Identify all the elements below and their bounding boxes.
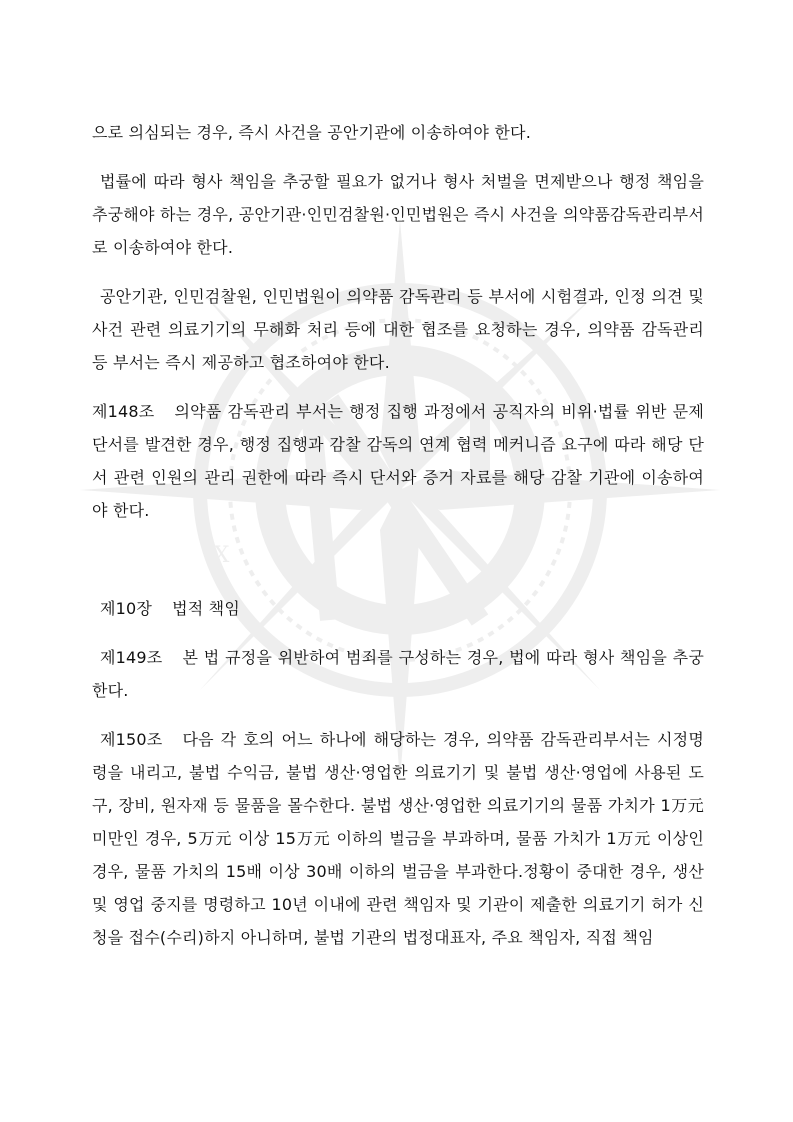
article-number: 제149조 [100, 648, 163, 667]
article-number: 제150조 [100, 730, 163, 749]
paragraph: 으로 의심되는 경우, 즉시 사건을 공안기관에 이송하여야 한다. [92, 123, 531, 142]
chapter-number: 제10장 [100, 599, 153, 618]
article-149 [92, 641, 704, 707]
svg-text:S: S [392, 663, 408, 688]
spacer [92, 543, 704, 592]
document-body [92, 116, 704, 970]
article-number: 제148조 [92, 402, 155, 421]
svg-text:IX: IX [205, 543, 230, 568]
paragraph: 공안기관, 인민검찰원, 인민법원이 의약품 감독관리 등 부서에 시험결과, 인정 의견 및 사건 관련 의료기기의 무해화 처리 등에 대한 협조를 요청하는 경우, 의약품 감독관리 등 부서는 즉시 제공하고 협조하여야 한다. [92, 287, 704, 372]
article-text: 의약품 감독관리 부서는 행정 집행 과정에서 공직자의 비위·법률 위반 문제 단서를 발견한 경우, 행정 집행과 감찰 감독의 연계 협력 메커니즘 요구에 따라 해당 단서 관련 인원의 관리 권한에 따라 즉시 단서와 증거 자료를 해당 감찰 기관에 이송하여야 한다. [92, 402, 704, 520]
paragraph: 법률에 따라 형사 책임을 추궁할 필요가 없거나 형사 처벌을 면제받으나 행정 책임을 추궁해야 하는 경우, 공안기관·인민검찰원·인민법원은 즉시 사건을 의약품감독관리부서로 이송하여야 한다. [92, 172, 704, 257]
article-148 [92, 395, 704, 527]
article-150 [92, 723, 704, 954]
chapter-title: 법적 책임 [172, 599, 240, 618]
article-text: 본 법 규정을 위반하여 범죄를 구성하는 경우, 법에 따라 형사 책임을 추궁한다. [92, 648, 704, 700]
chapter-heading [92, 592, 704, 625]
article-text: 다음 각 호의 어느 하나에 해당하는 경우, 의약품 감독관리부서는 시정명령을 내리고, 불법 수익금, 불법 생산·영업한 의료기기 및 불법 생산·영업에 사용된 도구, 장비, 원자재 등 물품을 몰수한다. 불법 생산·영업한 의료기기의 물품 가치가 1万元 미만인 경우, 5万元 이상 15万元 이하의 벌금을 부과하며, 물품 가치가 1万元 이상인 경우, 물품 가치의 15배 이상 30배 이하의 벌금을 부과한다.정황이 중대한 경우, 생산 및 영업 중지를 명령하고 10년 이내에 관련 책임자 및 기관이 제출한 의료기기 허가 신청을 접수(수리)하지 아니하며, 불법 기관의 법정대표자, 주요 책임자, 직접 책임 [92, 730, 704, 947]
